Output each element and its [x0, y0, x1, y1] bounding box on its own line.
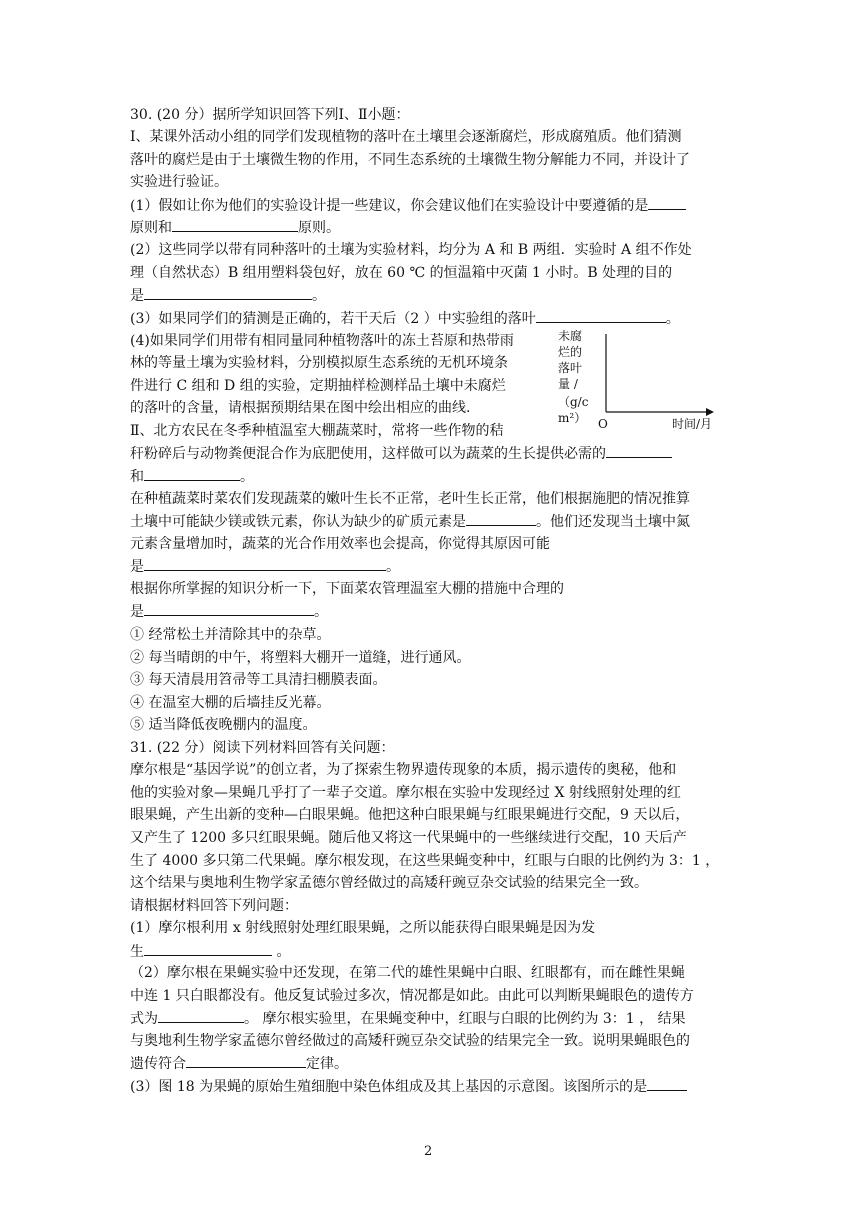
graph-ylabel-6: m²）	[558, 411, 587, 425]
graph-ylabel-2: 烂的	[558, 345, 583, 359]
answer-blank[interactable]	[172, 217, 298, 232]
q31-material-line-4: 又产生了 1200 多只红眼果蝇。随后他又将这一代果蝇中的一些继续进行交配，10 天后产	[130, 830, 687, 846]
graph-ylabel-4: 量 /	[558, 377, 578, 391]
answer-blank[interactable]	[158, 1008, 244, 1023]
q30-partII-line-8: 根据你所掌握的知识分析一下，下面菜农管理温室大棚的措施中合理的	[130, 581, 564, 597]
answer-blank[interactable]	[144, 285, 312, 300]
graph-origin-label: O	[598, 417, 608, 431]
option-4: ④ 在温室大棚的后墙挂反光幕。	[130, 695, 331, 711]
q30-partII-line-1: Ⅱ、北方农民在冬季种植温室大棚蔬菜时，常将一些作物的秸	[130, 423, 504, 439]
option-5: ⑤ 适当降低夜晚棚内的温度。	[130, 717, 317, 733]
option-2: ② 每当晴朗的中午，将塑料大棚开一道缝，进行通风。	[130, 650, 471, 666]
q30-partII-line-4: 在种植蔬菜时菜农们发现蔬菜的嫩叶生长不正常，老叶生长正常，他们根据施肥的情况推算	[130, 491, 690, 507]
q30-sub2-line-3: 是 。	[130, 285, 326, 306]
x-axis-arrow	[706, 408, 714, 416]
q31-sub2-line-5: 遗传符合 定律。	[130, 1053, 348, 1074]
q31-material-line-6: 这个结果与奥地利生物学家孟德尔曾经做过的高矮秆豌豆杂交试验的结果完全一致。	[130, 875, 648, 891]
answer-blank[interactable]	[606, 443, 672, 458]
q30-intro-line-3: 实验进行验证。	[130, 174, 228, 190]
graph-xlabel: 时间/月	[672, 417, 713, 431]
q30-partII-line-5: 土壤中可能缺少镁或铁元素，你认为缺少的矿质元素是 。他们还发现当土壤中氮	[130, 511, 690, 532]
q30-sub4-line-2: 林的等量土壤为实验材料，分别模拟原生态系统的无机环境条	[130, 355, 508, 371]
answer-blank[interactable]	[647, 1076, 687, 1091]
blank-graph[interactable]	[556, 326, 726, 436]
q31-header: 31. (22 分）阅读下列材料回答有关问题：	[130, 740, 395, 756]
q31-material-line-2: 他的实验对象—果蝇几乎打了一辈子交道。摩尔根在实验中发现经过 X 射线照射处理的红	[130, 785, 681, 801]
q30-partII-line-9: 是 。	[130, 601, 328, 622]
q31-material-line-1: 摩尔根是“基因学说”的创立者，为了探索生物界遗传现象的本质，揭示遗传的奥秘，他和	[130, 762, 677, 778]
answer-blank[interactable]	[466, 511, 536, 526]
q31-sub2-line-4: 与奥地利生物学家孟德尔曾经做过的高矮秆豌豆杂交试验的结果完全一致。说明果蝇眼色的	[130, 1033, 690, 1049]
q30-partII-line-2: 秆粉碎后与动物粪便混合作为底肥使用，这样做可以为蔬菜的生长提供必需的	[130, 443, 672, 464]
q31-sub2-line-1: （2）摩尔根在果蝇实验中还发现，在第二代的雄性果蝇中白眼、红眼都有，而在雌性果蝇	[130, 965, 685, 981]
q30-sub2-line-1: (2）这些同学以带有同种落叶的土壤为实验材料，均分为 A 和 B 两组．实验时 A 组不作处	[130, 242, 692, 258]
graph-ylabel-1: 未腐	[558, 329, 583, 343]
q31-material-line-5: 生了 4000 多只第二代果蝇。摩尔根发现，在这些果蝇变种中，红眼与白眼的比例约为 3：1 ，	[130, 853, 720, 869]
q30-header: 30. (20 分）据所学知识回答下列Ⅰ、Ⅱ小题：	[130, 107, 410, 123]
option-1: ① 经常松土并清除其中的杂草。	[130, 627, 331, 643]
answer-blank[interactable]	[536, 308, 666, 323]
answer-blank[interactable]	[648, 195, 686, 210]
q30-sub4-line-1: (4)如果同学们用带有相同量同种植物落叶的冻土苔原和热带雨	[130, 333, 514, 349]
graph-ylabel-5: （g/c	[558, 395, 589, 409]
answer-blank[interactable]	[144, 601, 314, 616]
option-3: ③ 每天清晨用笤帚等工具清扫棚膜表面。	[130, 672, 387, 688]
q31-sub1-line-1: (1）摩尔根利用 x 射线照射处理红眼果蝇，之所以能获得白眼果蝇是因为发	[130, 920, 596, 936]
q31-sub1-line-2: 生 。	[130, 941, 290, 962]
q31-material-line-7: 请根据材料回答下列问题：	[130, 898, 298, 914]
q30-intro-line-1: Ⅰ、某课外活动小组的同学们发现植物的落叶在土壤里会逐渐腐烂，形成腐殖质。他们猜测	[130, 129, 682, 145]
q31-sub3-line-1: (3）图 18 为果蝇的原始生殖细胞中染色体组成及其上基因的示意图。该图所示的是	[130, 1076, 687, 1097]
q30-sub4-line-4: 的落叶的含量，请根据预期结果在图中绘出相应的曲线.	[130, 400, 471, 416]
q30-sub3-line: (3）如果同学们的猜测是正确的，若干天后（2 ）中实验组的落叶 。	[130, 308, 680, 329]
answer-blank[interactable]	[186, 1053, 306, 1068]
q30-partII-line-3: 和 。	[130, 466, 254, 487]
q31-sub2-line-3: 式为 。 摩尔根实验里，在果蝇变种中，红眼与白眼的比例约为 3：1 ， 结果	[130, 1008, 686, 1029]
q30-sub4-line-3: 件进行 C 组和 D 组的实验，定期抽样检测样品土壤中未腐烂	[130, 378, 506, 394]
q30-partII-line-7: 是 。	[130, 556, 400, 577]
answer-blank[interactable]	[144, 941, 272, 956]
q30-sub1-line-1: (1）假如让你为他们的实验设计提一些建议，你会建议他们在实验设计中要遵循的是	[130, 195, 686, 216]
page-number: 2	[424, 1144, 433, 1159]
q31-sub2-line-2: 中连 1 只白眼都没有。他反复试验过多次，情况都是如此。由此可以判断果蝇眼色的遗传方	[130, 988, 694, 1004]
q30-intro-line-2: 落叶的腐烂是由于土壤微生物的作用，不同生态系统的土壤微生物分解能力不同，并设计了	[130, 152, 690, 168]
graph-ylabel-3: 落叶	[558, 361, 583, 375]
q30-partII-line-6: 元素含量增加时，蔬菜的光合作用效率也会提高，你觉得其原因可能	[130, 536, 550, 552]
q30-sub1-line-2: 原则和 原则。	[130, 217, 340, 238]
answer-blank[interactable]	[144, 556, 386, 571]
q31-material-line-3: 眼果蝇，产生出新的变种—白眼果蝇。他把这种白眼果蝇与红眼果蝇进行交配，9 天以后，	[130, 807, 690, 823]
answer-blank[interactable]	[144, 466, 240, 481]
q30-sub2-line-2: 理（自然状态）B 组用塑料袋包好，放在 60 ℃ 的恒温箱中灭菌 1 小时。B 处理的目的	[130, 265, 673, 281]
